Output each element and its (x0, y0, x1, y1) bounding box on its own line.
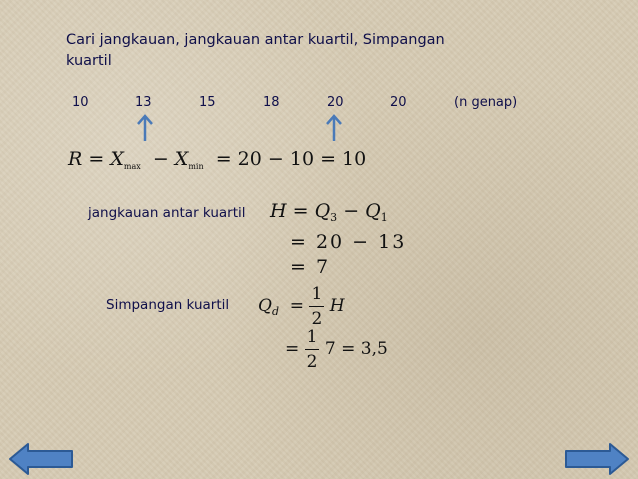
d-subscript: d (271, 305, 279, 318)
data-value: 13 (135, 95, 152, 110)
fraction-numerator: 1 (305, 327, 320, 350)
iqr-line3: = 7 (290, 256, 331, 278)
iqr-minus-q: − Q (337, 200, 381, 222)
iqr-label: jangkauan antar kuartil (88, 205, 246, 221)
back-arrow-icon[interactable] (8, 442, 76, 476)
data-value: 18 (263, 95, 280, 110)
arrow-up-icon (325, 114, 343, 142)
slide-title: Cari jangkauan, jangkauan antar kuartil, Simpangan kuartil (66, 32, 445, 69)
iqr-formula (270, 200, 388, 222)
data-value: 10 (72, 95, 89, 110)
fraction-one-half (305, 327, 320, 372)
data-note: (n genap) (454, 95, 518, 110)
min-subscript: min (188, 162, 204, 171)
equals-sign: = (289, 296, 305, 316)
fraction-denominator: 2 (311, 309, 323, 329)
range-formula (68, 148, 366, 170)
max-subscript: max (123, 162, 141, 171)
x-max-symbol: X (110, 148, 124, 170)
arrow-up-icon (136, 114, 154, 142)
equals-sign: = (285, 339, 300, 359)
data-value: 20 (327, 95, 344, 110)
data-value: 20 (390, 95, 407, 110)
fraction-denominator: 2 (306, 352, 318, 372)
fraction-numerator: 1 (309, 284, 324, 307)
qd-label: Simpangan kuartil (106, 297, 230, 313)
qd-formula (258, 284, 345, 329)
qd-result: 7 = 3,5 (324, 339, 388, 359)
q1-subscript: 1 (380, 211, 388, 224)
qd-line2 (285, 327, 388, 372)
q3-subscript: 3 (330, 211, 338, 224)
next-arrow-icon[interactable] (562, 442, 630, 476)
iqr-line2: = 20 − 13 (290, 231, 407, 253)
minus-sign: − (152, 148, 169, 170)
data-value: 15 (199, 95, 216, 110)
h-symbol: H (329, 296, 345, 316)
range-symbol: R (68, 148, 83, 170)
equals-sign: = (88, 148, 105, 170)
iqr-line1: H = Q (270, 200, 331, 222)
x-min-symbol: X (174, 148, 189, 170)
range-result: = 20 − 10 = 10 (215, 148, 367, 170)
fraction-one-half (309, 284, 324, 329)
q-symbol: Q (258, 296, 272, 316)
